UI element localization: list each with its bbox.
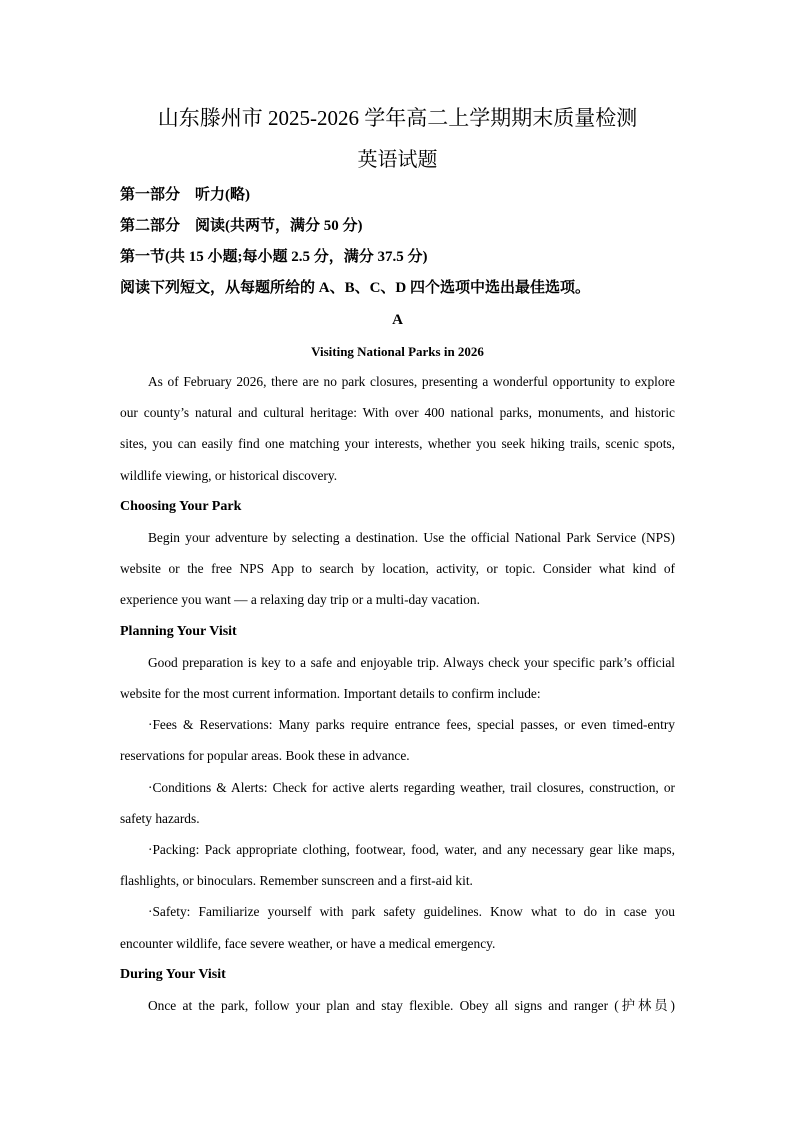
exam-subtitle: 英语试题 [357, 149, 438, 171]
during-line: Once at the park, follow your plan and stay flexible. Obey all signs and ranger (护林员) [148, 998, 675, 1013]
bullet-safety: ·Safety: Familiarize yourself with park safety guidelines. Know what to do in case you [148, 904, 675, 919]
exam-title: 山东滕州市 2025-2026 学年高二上学期期末质量检测 [157, 106, 638, 130]
bullet-fees: ·Fees & Reservations: Many parks require entrance fees, special passes, or even timed-entry [148, 717, 675, 732]
bullet-fees-cont: reservations for popular areas. Book these in advance. [120, 748, 410, 763]
intro-line: As of February 2026, there are no park closures, presenting a wonderful opportunity to explore [148, 374, 675, 389]
bullet-safety-cont: encounter wildlife, face severe weather, or have a medical emergency. [120, 936, 496, 951]
section1-heading: 第一节(共 15 小题;每小题 2.5 分，满分 37.5 分) [120, 249, 428, 265]
intro-line: wildlife viewing, or historical discovery. [120, 468, 338, 483]
choosing-line: website or the free NPS App to search by location, activity, or topic. Consider what kind of [120, 561, 675, 576]
intro-line: sites, you can easily find one matching your interests, whether you seek hiking trails, scenic spots, [120, 436, 675, 451]
passage-letter: A [392, 312, 403, 328]
bullet-conditions: ·Conditions & Alerts: Check for active alerts regarding weather, trail closures, construction, or [148, 780, 675, 795]
part2-heading: 第二部分 阅读(共两节，满分 50 分) [120, 218, 363, 234]
choosing-line: experience you want — a relaxing day trip or a multi-day vacation. [120, 592, 480, 607]
bullet-packing: ·Packing: Pack appropriate clothing, footwear, food, water, and any necessary gear like maps, [148, 842, 675, 857]
passage-title: Visiting National Parks in 2026 [311, 344, 484, 359]
part1-heading: 第一部分 听力(略) [120, 187, 250, 203]
intro-line: our county’s natural and cultural heritage: With over 400 national parks, monuments, and historic [120, 405, 675, 420]
planning-line: website for the most current information. Important details to confirm include: [120, 686, 541, 701]
during-heading: During Your Visit [120, 967, 226, 982]
planning-heading: Planning Your Visit [120, 624, 237, 639]
bullet-conditions-cont: safety hazards. [120, 811, 200, 826]
choosing-heading: Choosing Your Park [120, 499, 242, 514]
choosing-line: Begin your adventure by selecting a destination. Use the official National Park Service (NPS) [148, 530, 675, 545]
bullet-packing-cont: flashlights, or binoculars. Remember sunscreen and a first-aid kit. [120, 873, 473, 888]
reading-instruction: 阅读下列短文，从每题所给的 A、B、C、D 四个选项中选出最佳选项。 [120, 280, 591, 296]
planning-line: Good preparation is key to a safe and enjoyable trip. Always check your specific park’s official [148, 655, 675, 670]
